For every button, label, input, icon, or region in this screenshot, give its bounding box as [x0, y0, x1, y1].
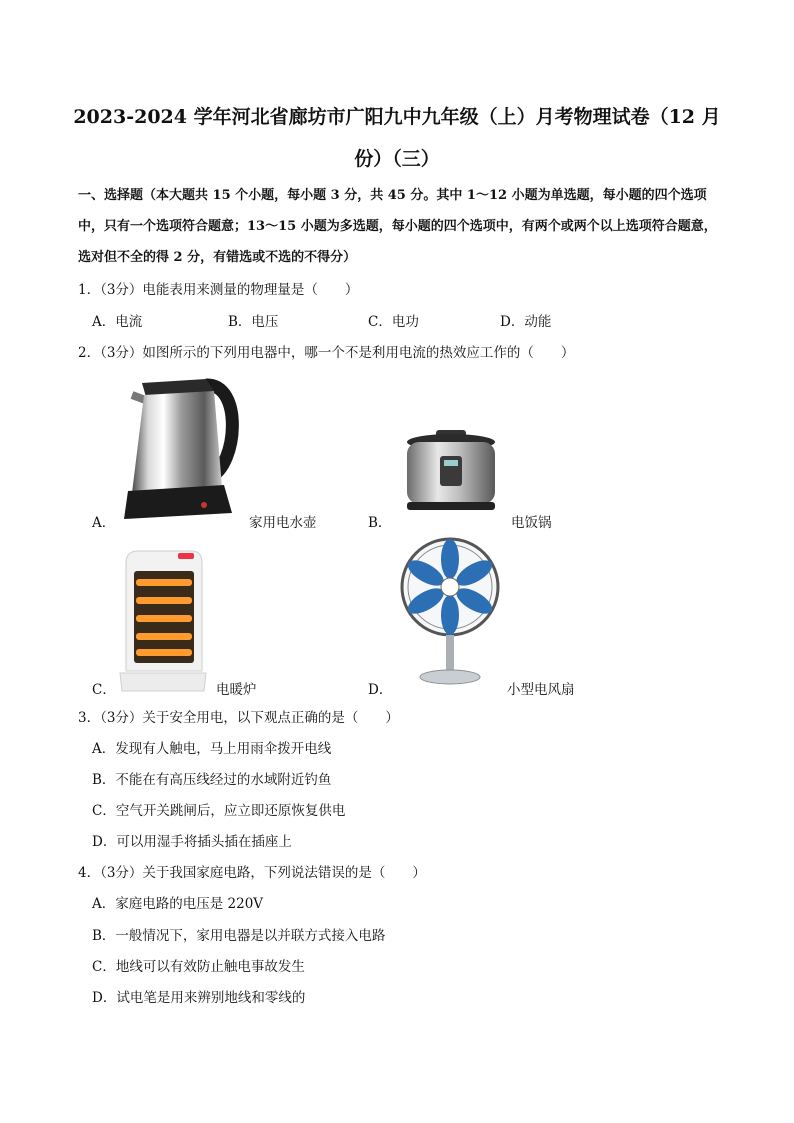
q3-option-a: A．发现有人触电，马上用雨伞拨开电线	[92, 741, 332, 757]
kettle-image	[118, 365, 240, 525]
rice-cooker-image	[400, 428, 502, 518]
q4-option-c: C．地线可以有效防止触电事故发生	[92, 959, 305, 975]
heater-image	[118, 545, 208, 695]
question-1-stem: 1．（3分）电能表用来测量的物理量是（ ）	[78, 282, 359, 298]
q2-option-d-label: 小型电风扇	[507, 682, 575, 698]
question-4-stem: 4．（3分）关于我国家庭电路，下列说法错误的是（ ）	[78, 865, 426, 881]
q2-option-c-label: 电暖炉	[216, 682, 257, 698]
title-line-2: 份）（三）	[354, 148, 440, 170]
page-title	[60, 96, 734, 180]
question-3-stem: 3．（3分）关于安全用电，以下观点正确的是（ ）	[78, 710, 399, 726]
title-line-1: 2023-2024 学年河北省廊坊市广阳九中九年级（上）月考物理试卷（12 月	[73, 106, 721, 128]
q2-option-b-label: 电饭锅	[511, 515, 552, 531]
electric-fan-image	[398, 535, 502, 687]
q3-option-d: D．可以用湿手将插头插在插座上	[92, 834, 292, 850]
q1-option-d: D．动能	[500, 314, 552, 330]
q4-option-d: D．试电笔是用来辨别地线和零线的	[92, 990, 306, 1006]
q2-option-a-letter: A．	[92, 515, 116, 531]
section-intro: 一、选择题（本大题共 15 个小题，每小题 3 分，共 45 分。其中 1～12 小题为单选题，每小题的四个选项中，只有一个选项符合题意；13～15 小题为多选题，每小题的四个选项中，有两个或两个以上选项符合题意，选对但不全的得 2 分，有错选或不选的不得分）	[78, 188, 717, 265]
q2-option-d-letter: D．	[368, 682, 393, 698]
q3-option-b: B．不能在有高压线经过的水域附近钓鱼	[92, 772, 332, 788]
q4-option-a: A．家庭电路的电压是 220V	[92, 896, 264, 912]
question-2-stem: 2．（3分）如图所示的下列用电器中，哪一个不是利用电流的热效应工作的（ ）	[78, 345, 575, 361]
q2-option-a-label: 家用电水壶	[249, 515, 317, 531]
q1-option-b: B．电压	[228, 314, 279, 330]
q1-option-c: C．电功	[368, 314, 419, 330]
q4-option-b: B．一般情况下，家用电器是以并联方式接入电路	[92, 928, 386, 944]
q1-option-a: A．电流	[92, 314, 143, 330]
q2-option-c-letter: C．	[92, 682, 116, 698]
q3-option-c: C．空气开关跳闸后，应立即还原恢复供电	[92, 803, 346, 819]
q2-option-b-letter: B．	[368, 515, 392, 531]
